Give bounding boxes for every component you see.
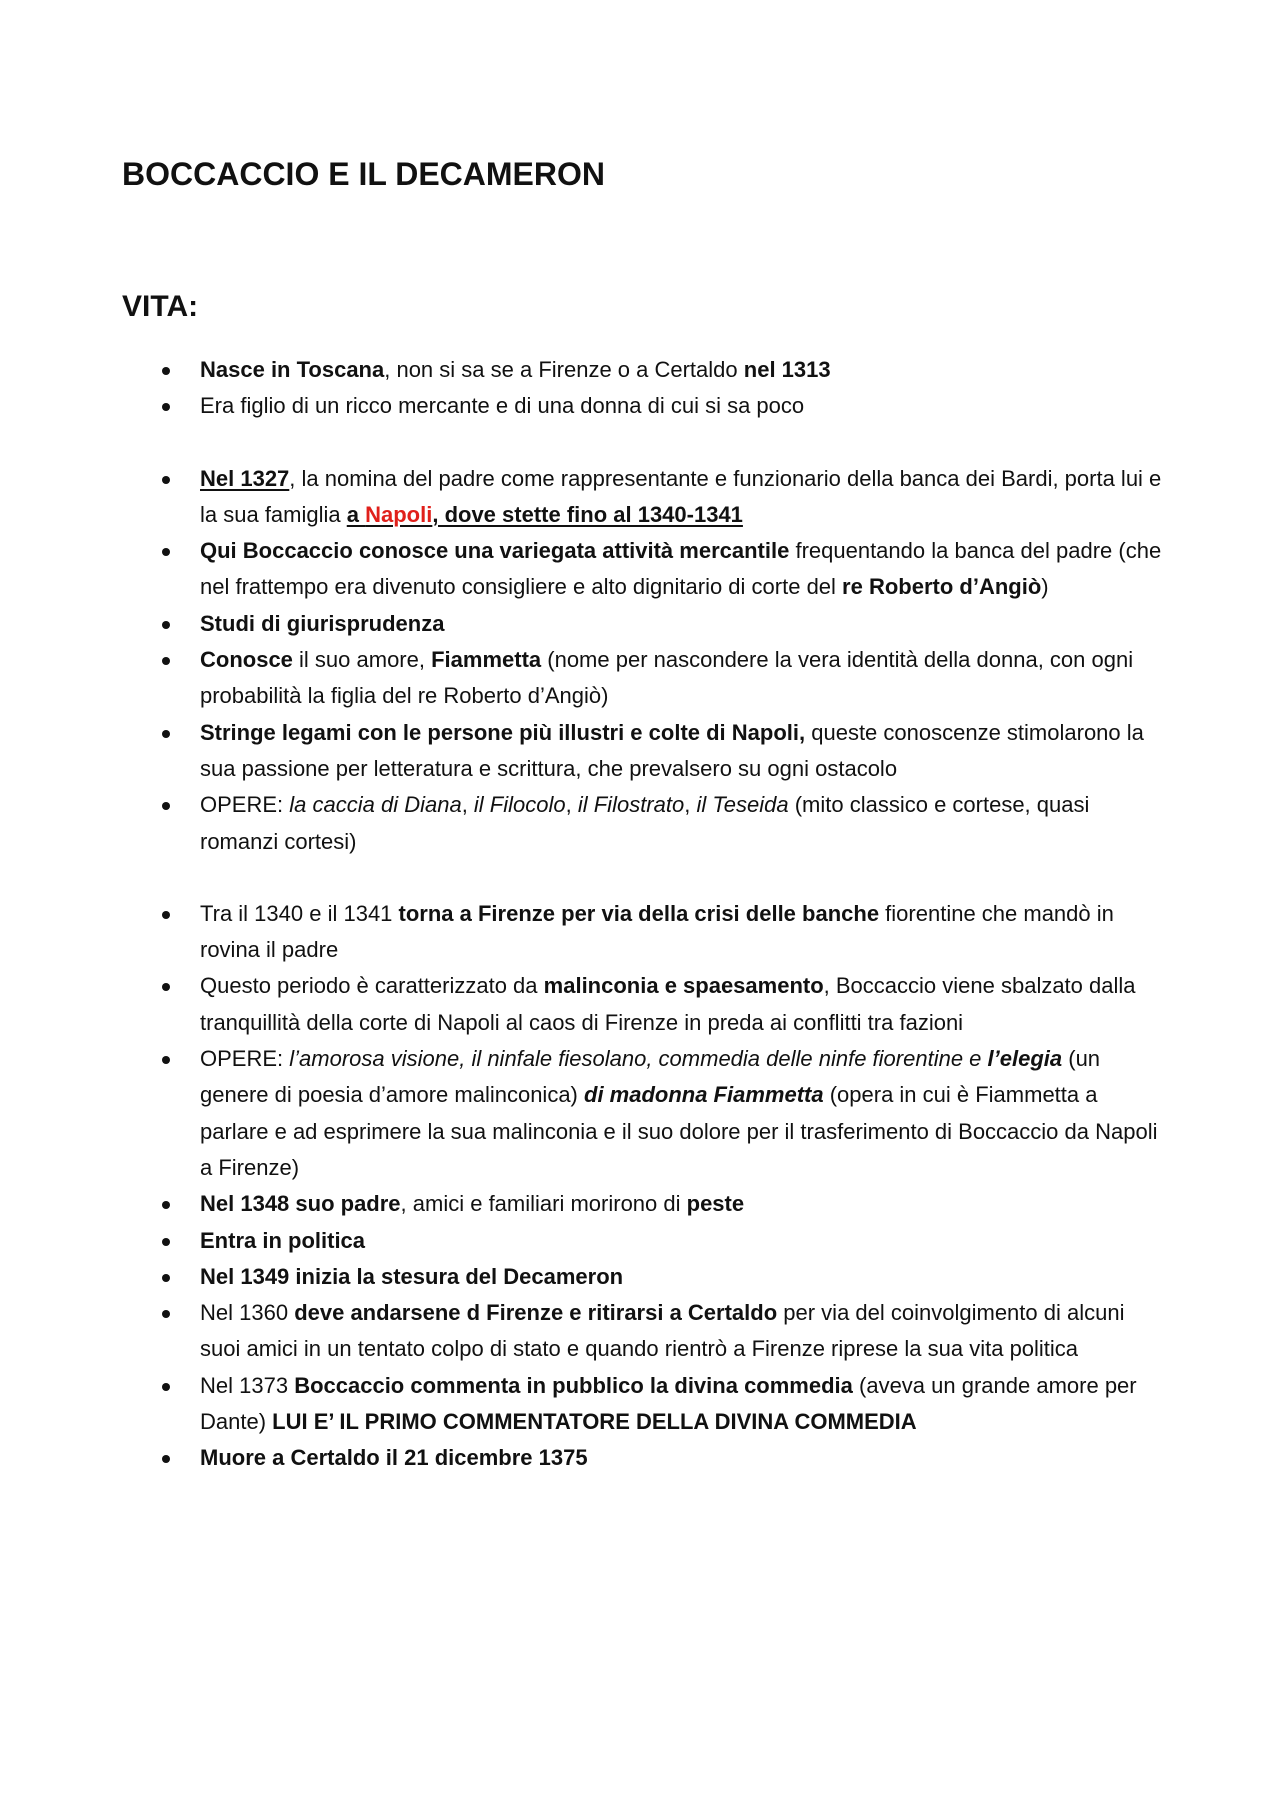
list-item: Nel 1348 suo padre, amici e familiari morirono di peste — [0, 1186, 1280, 1222]
list-item: Tra il 1340 e il 1341 torna a Firenze per via della crisi delle banche fiorentine che mandò in rovina il padre — [0, 896, 1280, 969]
bullet-icon — [162, 1201, 170, 1209]
bullet-icon — [162, 911, 170, 919]
bullet-icon — [162, 621, 170, 629]
bullet-icon — [162, 802, 170, 810]
bullet-icon — [162, 367, 170, 375]
bullet-icon — [162, 1056, 170, 1064]
list-item: Studi di giurisprudenza — [0, 606, 1280, 642]
list-item: Questo periodo è caratterizzato da malinconia e spaesamento, Boccaccio viene sbalzato dalla tranquillità della corte di Napoli al caos di Firenze in preda ai conflitti tra fazioni — [0, 968, 1280, 1041]
list-item: Nasce in Toscana, non si sa se a Firenze o a Certaldo nel 1313 — [0, 352, 1280, 388]
bullet-icon — [162, 403, 170, 411]
list-item: Entra in politica — [0, 1223, 1280, 1259]
section-heading-vita: VITA: — [122, 290, 199, 323]
list-item: OPERE: la caccia di Diana, il Filocolo, il Filostrato, il Teseida (mito classico e cortese, quasi romanzi cortesi) — [0, 787, 1280, 860]
list-item: Conosce il suo amore, Fiammetta (nome per nascondere la vera identità della donna, con ogni probabilità la figlia del re Roberto d’Angiò) — [0, 642, 1280, 715]
bullet-icon — [162, 1455, 170, 1463]
list-item: Nel 1360 deve andarsene d Firenze e ritirarsi a Certaldo per via del coinvolgimento di alcuni suoi amici in un tentato colpo di stato e quando rientrò a Firenze riprese la sua vita politica — [0, 1295, 1280, 1368]
bullet-icon — [162, 476, 170, 484]
list-item: OPERE: l’amorosa visione, il ninfale fiesolano, commedia delle ninfe fiorentine e l’elegia (un genere di poesia d’amore malinconica) di madonna Fiammetta (opera in cui è Fiammetta a parlare e ad esprimere la sua malinconia e il suo dolore per il trasferimento di Boccaccio da Napoli a Firenze) — [0, 1041, 1280, 1186]
list-item: Stringe legami con le persone più illustri e colte di Napoli, queste conoscenze stimolarono la sua passione per letteratura e scrittura, che prevalsero su ogni ostacolo — [0, 715, 1280, 788]
bullet-icon — [162, 657, 170, 665]
bullet-icon — [162, 1274, 170, 1282]
bullet-icon — [162, 1310, 170, 1318]
bullet-icon — [162, 730, 170, 738]
bullet-icon — [162, 1238, 170, 1246]
bullet-list — [0, 352, 1280, 1477]
list-item: Muore a Certaldo il 21 dicembre 1375 — [0, 1440, 1280, 1476]
list-item: Nel 1373 Boccaccio commenta in pubblico la divina commedia (aveva un grande amore per Dante) LUI E’ IL PRIMO COMMENTATORE DELLA DIVINA COMMEDIA — [0, 1368, 1280, 1441]
list-item: Qui Boccaccio conosce una variegata attività mercantile frequentando la banca del padre (che nel frattempo era divenuto consigliere e alto dignitario di corte del re Roberto d’Angiò) — [0, 533, 1280, 606]
bullet-icon — [162, 1383, 170, 1391]
document-title: BOCCACCIO E IL DECAMERON — [122, 156, 605, 192]
bullet-icon — [162, 548, 170, 556]
list-item: Era figlio di un ricco mercante e di una donna di cui si sa poco — [0, 388, 1280, 424]
list-item: Nel 1327, la nomina del padre come rappresentante e funzionario della banca dei Bardi, porta lui e la sua famiglia a Napoli, dove stette fino al 1340-1341 — [0, 461, 1280, 534]
bullet-icon — [162, 983, 170, 991]
list-item: Nel 1349 inizia la stesura del Decameron — [0, 1259, 1280, 1295]
highlight-napoli: Napoli — [365, 501, 433, 527]
